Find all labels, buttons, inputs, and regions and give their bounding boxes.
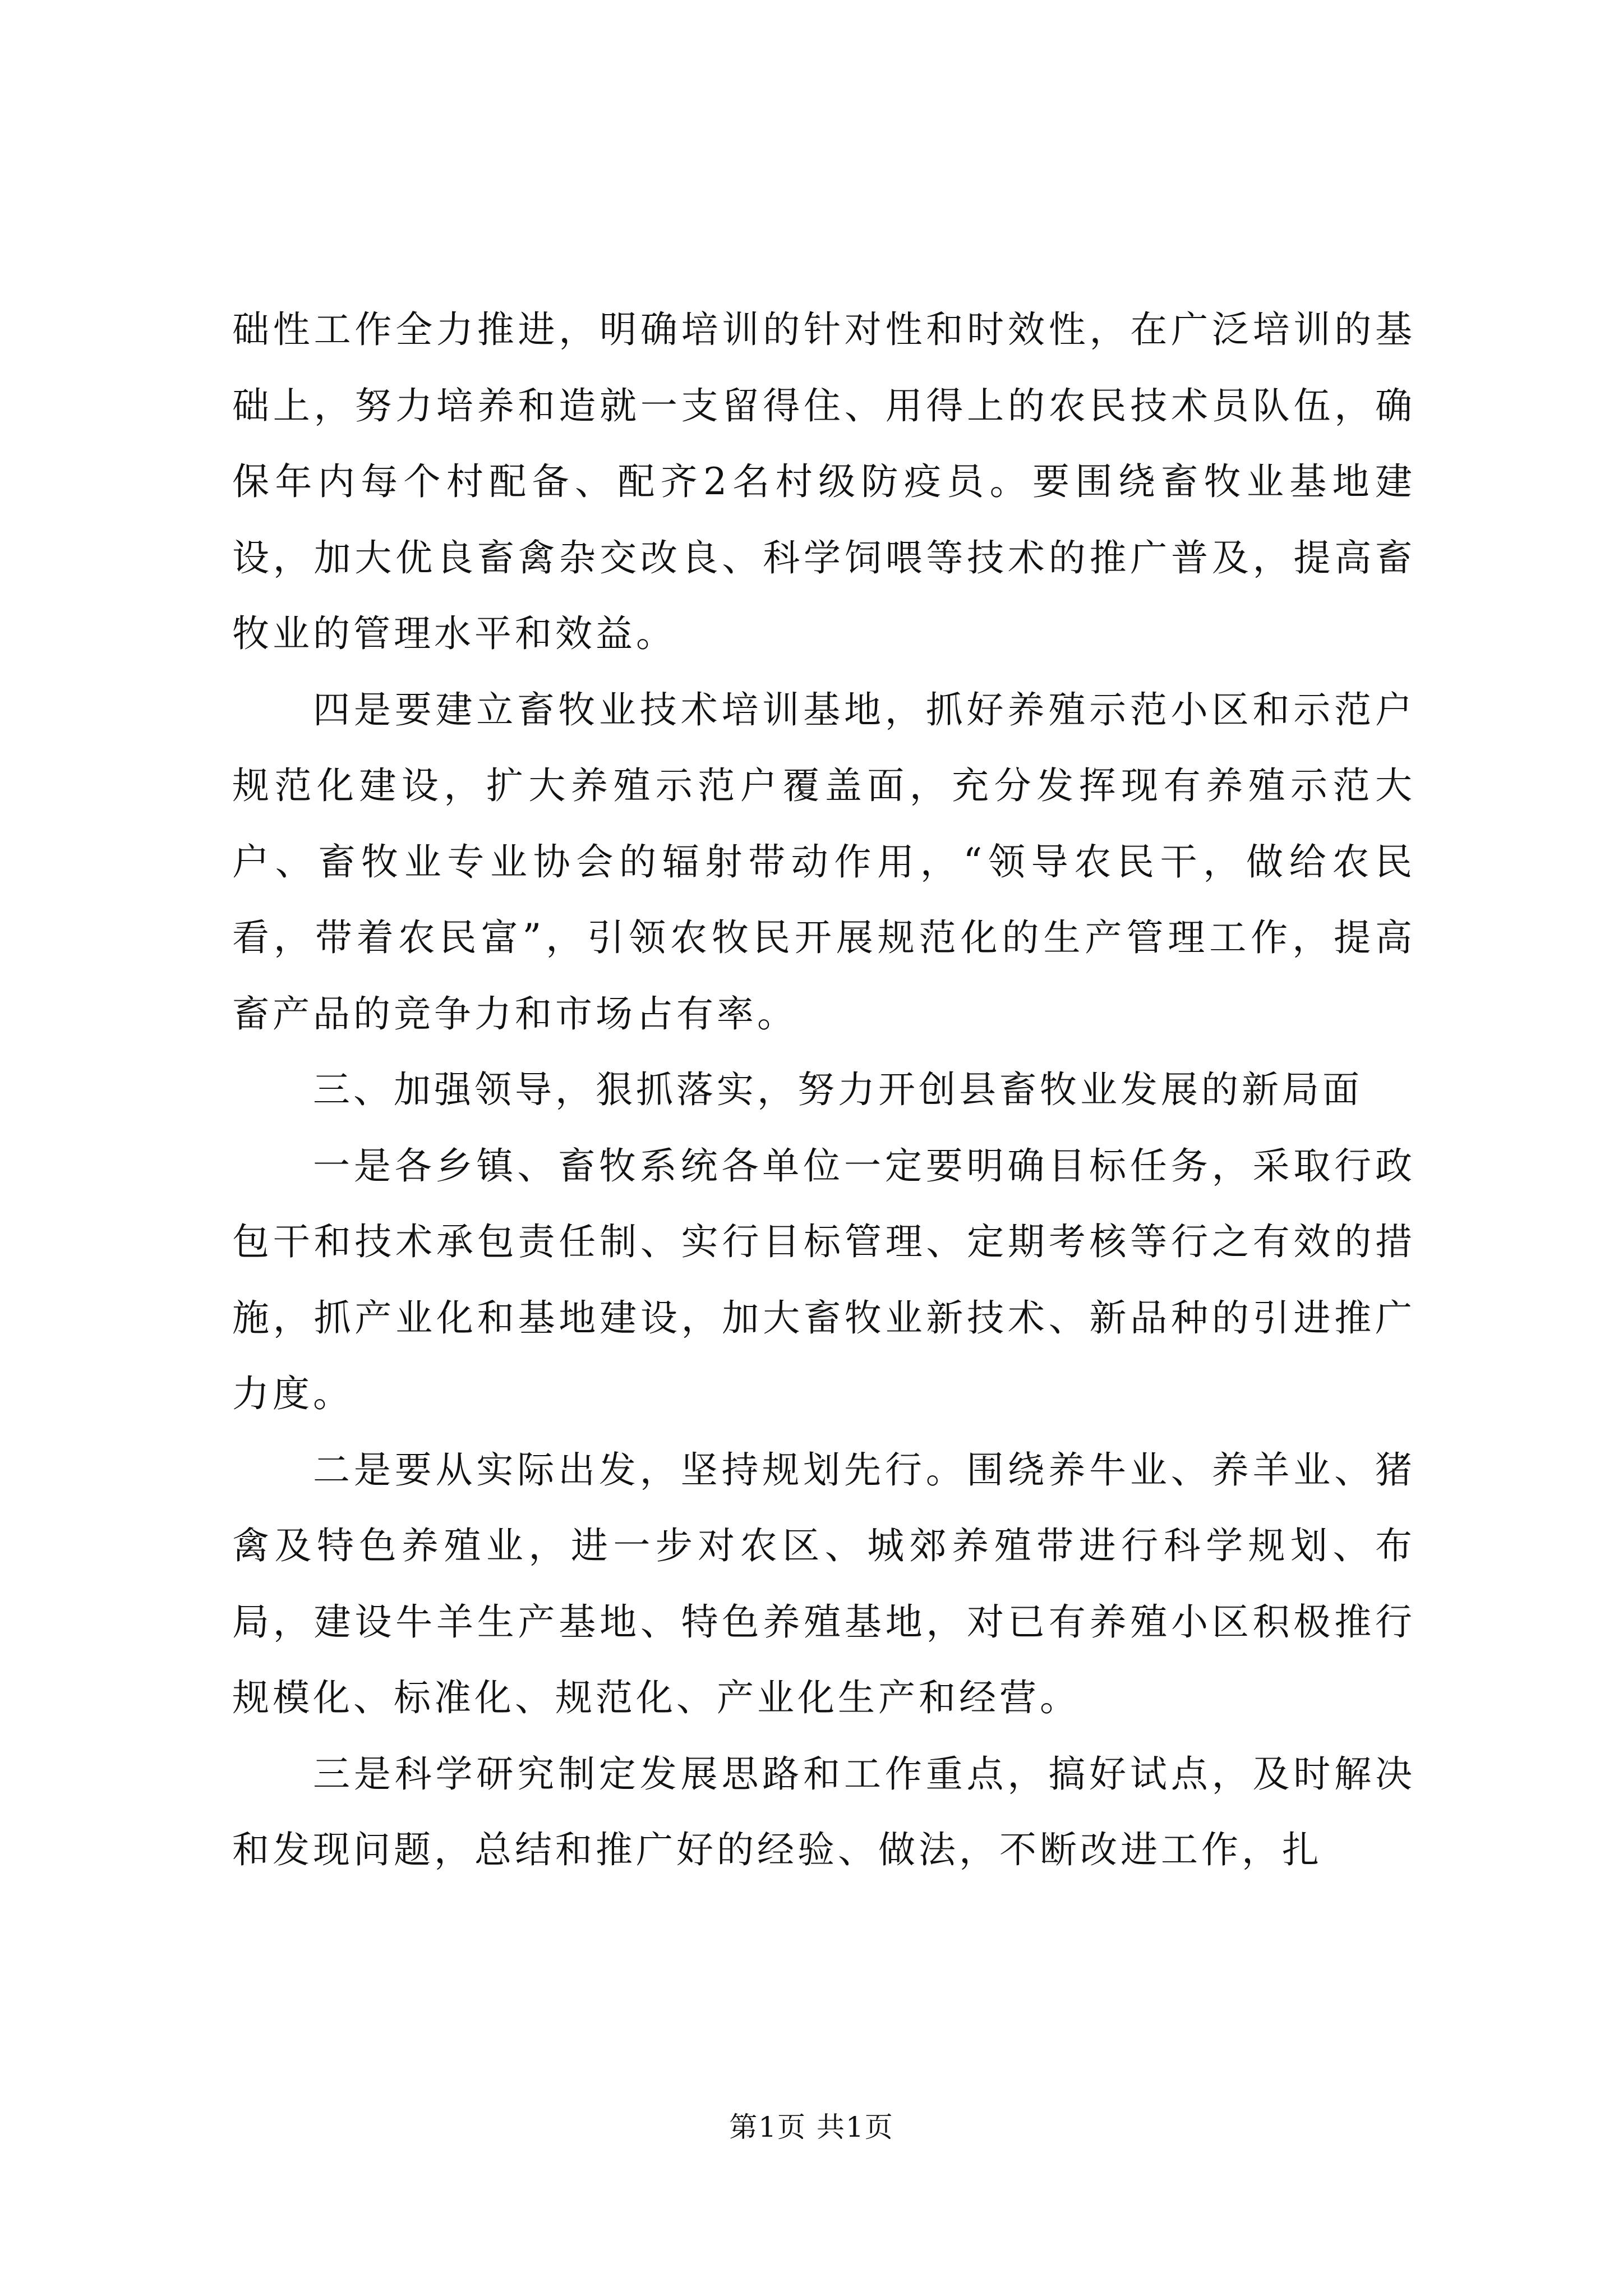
paragraph-continued: 础性工作全力推进，明确培训的针对性和时效性，在广泛培训的基础上，努力培养和造就一支留得住、用得上的农民技术员队伍，确保年内每个村配备、配齐2名村级防疫员。要围绕畜牧业基地建设，加大优良畜禽杂交改良、科学饲喂等技术的推广普及，提高畜牧业的管理水平和效益。 [232, 308, 1415, 655]
paragraph-point-three: 三是科学研究制定发展思路和工作重点，搞好试点，及时解决和发现问题，总结和推广好的经验、做法，不断改进工作，扎 [232, 1752, 1415, 1871]
page-number-footer: 第1页 共1页 [729, 2111, 894, 2143]
paragraph-point-one: 一是各乡镇、畜牧系统各单位一定要明确目标任务，采取行政包干和技术承包责任制、实行目标管理、定期考核等行之有效的措施，抓产业化和基地建设，加大畜牧业新技术、新品种的引进推广力度。 [232, 1144, 1415, 1415]
paragraph-point-four: 四是要建立畜牧业技术培训基地，抓好养殖示范小区和示范户规范化建设，扩大养殖示范户覆盖面，充分发挥现有养殖示范大户、畜牧业专业协会的辐射带动作用，“领导农民干，做给农民看，带着农民富”，引领农牧民开展规范化的生产管理工作，提高畜产品的竞争力和市场占有率。 [232, 688, 1415, 1036]
section-heading-three: 三、加强领导，狠抓落实，努力开创县畜牧业发展的新局面 [313, 1068, 1363, 1111]
paragraph-point-two: 二是要从实际出发，坚持规划先行。围绕养牛业、养羊业、猪禽及特色养殖业，进一步对农区、城郊养殖带进行科学规划、布局，建设牛羊生产基地、特色养殖基地，对已有养殖小区积极推行规模化、标准化、规范化、产业化生产和经营。 [232, 1448, 1415, 1719]
document-body [232, 292, 1415, 1888]
